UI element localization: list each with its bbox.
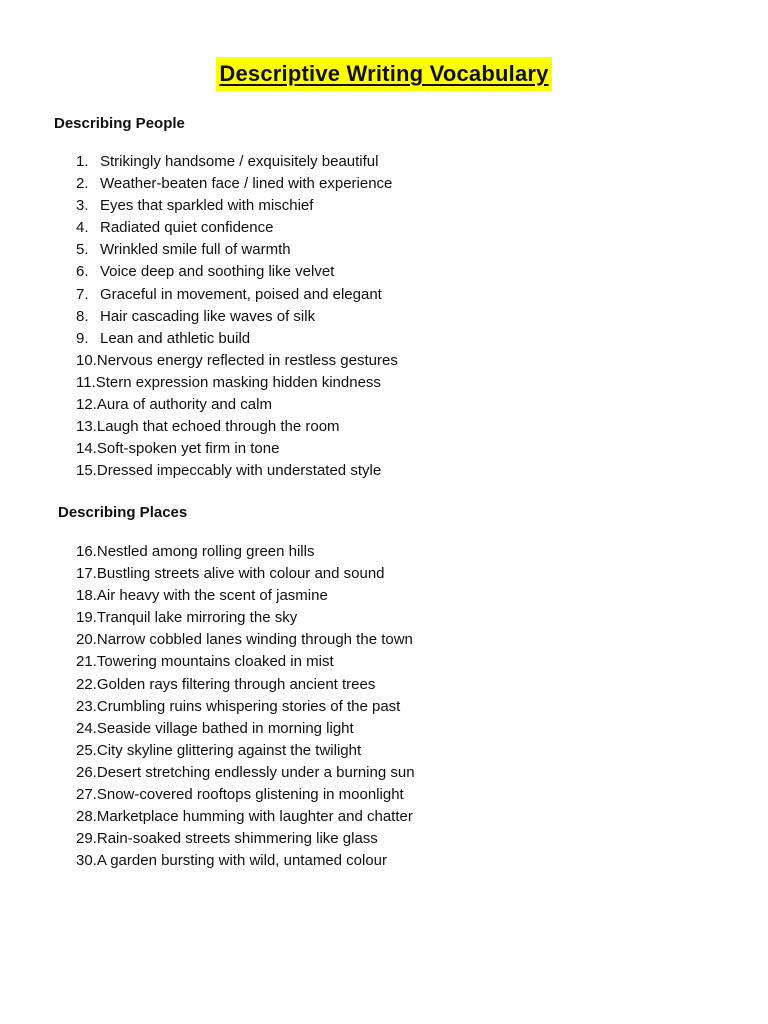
- item-text: Golden rays filtering through ancient trees: [96, 675, 376, 693]
- list-item: [76, 850, 415, 872]
- places-vocabulary-list: [76, 541, 415, 872]
- list-item: [76, 284, 398, 306]
- list-item: [76, 350, 398, 372]
- item-number: 30.: [76, 852, 97, 870]
- item-number: 17.: [76, 565, 97, 583]
- list-item: [76, 217, 398, 239]
- item-number: 25.: [76, 741, 97, 759]
- item-text: City skyline glittering against the twilight: [96, 741, 362, 759]
- list-item: [76, 740, 415, 762]
- list-item: [76, 607, 415, 629]
- list-item: [76, 394, 398, 416]
- item-number: 3.: [76, 197, 89, 215]
- list-item: [76, 438, 398, 460]
- item-number: 27.: [76, 786, 97, 804]
- item-number: 21.: [76, 653, 97, 671]
- item-text: Soft-spoken yet firm in tone: [96, 440, 280, 458]
- item-text: Stern expression masking hidden kindness: [95, 373, 381, 391]
- item-text: Nervous energy reflected in restless gestures: [96, 351, 398, 369]
- item-number: 7.: [76, 285, 89, 303]
- item-text: A garden bursting with wild, untamed colour: [96, 852, 388, 870]
- list-item: [76, 306, 398, 328]
- list-item: [76, 806, 415, 828]
- list-item: [76, 239, 398, 261]
- item-text: Graceful in movement, poised and elegant: [100, 285, 382, 303]
- item-text: Crumbling ruins whispering stories of the past: [96, 697, 401, 715]
- item-number: 10.: [76, 351, 97, 369]
- item-number: 20.: [76, 631, 97, 649]
- item-text: Strikingly handsome / exquisitely beautiful: [100, 153, 379, 170]
- item-text: Desert stretching endlessly under a burning sun: [96, 763, 415, 781]
- list-item: [76, 585, 415, 607]
- item-number: 23.: [76, 697, 97, 715]
- item-text: Lean and athletic build: [100, 329, 251, 347]
- item-text: Nestled among rolling green hills: [96, 543, 315, 560]
- item-text: Seaside village bathed in morning light: [96, 719, 354, 737]
- item-text: Laugh that echoed through the room: [96, 418, 340, 436]
- list-item: [76, 762, 415, 784]
- item-text: Narrow cobbled lanes winding through the town: [96, 631, 413, 649]
- item-text: Wrinkled smile full of warmth: [100, 241, 291, 259]
- item-number: 26.: [76, 763, 97, 781]
- item-number: 16.: [76, 543, 97, 560]
- item-number: 4.: [76, 219, 89, 237]
- item-number: 14.: [76, 440, 97, 458]
- item-text: Aura of authority and calm: [96, 396, 272, 414]
- list-item: [76, 828, 415, 850]
- list-item: [76, 261, 398, 283]
- section-heading-people: Describing People: [54, 115, 185, 132]
- item-text: Marketplace humming with laughter and chatter: [96, 808, 413, 826]
- list-item: [76, 784, 415, 806]
- item-number: 6.: [76, 263, 89, 281]
- item-text: Bustling streets alive with colour and sound: [96, 565, 385, 583]
- item-text: Rain-soaked streets shimmering like glass: [96, 830, 378, 848]
- section-heading-places: Describing Places: [58, 504, 188, 521]
- page-title: Descriptive Writing Vocabulary: [216, 57, 551, 91]
- list-item: [76, 563, 415, 585]
- list-item: [76, 718, 415, 740]
- item-number: 11.: [76, 373, 96, 391]
- item-number: 15.: [76, 462, 97, 480]
- item-number: 13.: [76, 418, 97, 436]
- item-text: Weather-beaten face / lined with experience: [100, 175, 393, 193]
- item-text: Snow-covered rooftops glistening in moonlight: [96, 786, 404, 804]
- list-item: [76, 416, 398, 438]
- list-item: [76, 195, 398, 217]
- people-vocabulary-list: [76, 151, 398, 482]
- item-text: Radiated quiet confidence: [100, 219, 274, 237]
- list-item: [76, 460, 398, 482]
- list-item: [76, 629, 415, 651]
- list-item: [76, 541, 415, 563]
- list-item: [76, 173, 398, 195]
- item-text: Hair cascading like waves of silk: [100, 307, 316, 325]
- item-text: Eyes that sparkled with mischief: [100, 197, 314, 215]
- item-text: Voice deep and soothing like velvet: [100, 263, 335, 281]
- item-number: 8.: [76, 307, 89, 325]
- item-number: 1.: [76, 153, 89, 170]
- item-number: 9.: [76, 329, 89, 347]
- item-text: Tranquil lake mirroring the sky: [96, 609, 298, 627]
- list-item: [76, 328, 398, 350]
- list-item: [76, 696, 415, 718]
- item-number: 2.: [76, 175, 89, 193]
- item-number: 12.: [76, 396, 97, 414]
- item-number: 22.: [76, 675, 97, 693]
- list-item: [76, 674, 415, 696]
- list-item: [76, 651, 415, 673]
- item-number: 28.: [76, 808, 97, 826]
- list-item: [76, 151, 398, 173]
- list-item: [76, 372, 398, 394]
- item-text: Towering mountains cloaked in mist: [96, 653, 334, 671]
- item-number: 19.: [76, 609, 97, 627]
- title-wrapper: [0, 57, 768, 91]
- item-number: 24.: [76, 719, 97, 737]
- item-number: 5.: [76, 241, 89, 259]
- item-text: Air heavy with the scent of jasmine: [96, 587, 328, 605]
- item-text: Dressed impeccably with understated style: [96, 462, 382, 480]
- item-number: 29.: [76, 830, 97, 848]
- item-number: 18.: [76, 587, 97, 605]
